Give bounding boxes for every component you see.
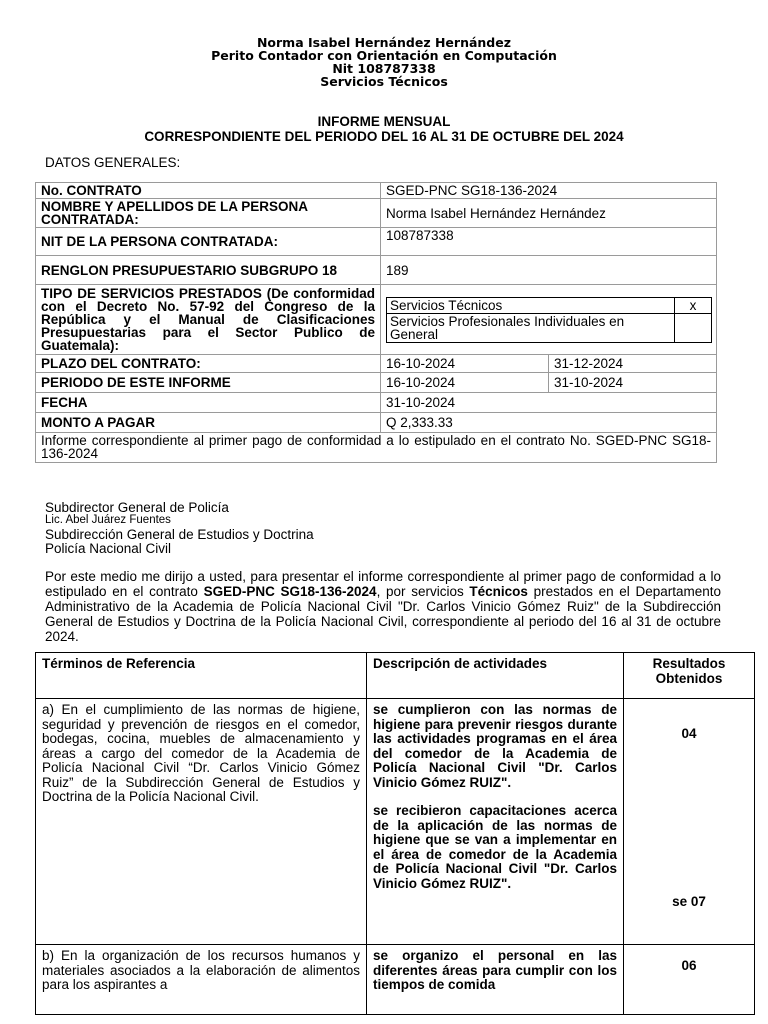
terms-row-b xyxy=(36,945,755,1015)
row-contrato xyxy=(36,183,717,199)
service-option-profesionales xyxy=(387,313,712,342)
addressee-title: Subdirector General de Policía xyxy=(45,500,229,515)
terms-row-a-result-1: 04 xyxy=(681,726,697,741)
terms-row-b-reference: b) En la organización de los recursos humanos y materiales asociados a la elaboración de alimentos para los aspirantes a xyxy=(36,945,367,1015)
row-renglon xyxy=(36,256,717,285)
report-title-line1: INFORME MENSUAL xyxy=(317,114,451,129)
terms-row-a xyxy=(36,699,755,945)
periodo-to: 31-10-2024 xyxy=(549,373,717,393)
terms-row-a-activity-1: se cumplieron con las normas de higiene para prevenir riesgos durante las actividades programas en el área del comedor de la Academia de Policía Nacional Civil "Dr. Carlos Vinicio Gómez RUIZ". xyxy=(373,702,617,790)
author-nit: Nit 108787338 xyxy=(332,61,436,76)
plazo-from: 16-10-2024 xyxy=(381,355,549,373)
periodo-from: 16-10-2024 xyxy=(381,373,549,393)
renglon-value: 189 xyxy=(381,256,717,285)
service-option-profesionales-mark xyxy=(675,313,712,342)
terms-header-results: Resultados Obtenidos xyxy=(624,653,755,699)
addressee-institution: Policía Nacional Civil xyxy=(45,541,172,556)
periodo-label: PERIODO DE ESTE INFORME xyxy=(36,373,381,393)
general-data-table xyxy=(35,182,717,463)
row-fecha xyxy=(36,393,717,413)
letterhead xyxy=(0,36,768,88)
service-option-tecnicos-mark: x xyxy=(675,297,712,313)
row-note xyxy=(36,433,717,463)
nit-label: NIT DE LA PERSONA CONTRATADA: xyxy=(36,228,381,256)
renglon-label: RENGLON PRESUPUESTARIO SUBGRUPO 18 xyxy=(36,256,381,285)
contrato-value: SGED-PNC SG18-136-2024 xyxy=(381,183,717,199)
service-option-tecnicos xyxy=(387,297,712,313)
tipo-label: TIPO DE SERVICIOS PRESTADOS (De conformidad con el Decreto No. 57-92 del Congreso de la República y el Manual de Clasificaciones Presupuestarias para el Sector Publico de Guatemala): xyxy=(36,285,381,355)
terms-row-b-activities: se organizo el personal en las diferentes áreas para cumplir con los tiempos de comida xyxy=(367,945,624,1015)
body-text-1: Por este medio me dirijo a usted, para presentar el informe correspondiente al primer pago de conformidad a lo estipulado en el contrato xyxy=(45,569,721,599)
terms-table xyxy=(35,652,755,1015)
nit-value: 108787338 xyxy=(381,228,717,256)
row-tipo xyxy=(36,285,717,355)
nombre-label: NOMBRE Y APELLIDOS DE LA PERSONA CONTRATADA: xyxy=(36,199,381,228)
author-role: Perito Contador con Orientación en Computación xyxy=(211,48,557,63)
terms-row-a-activity-2: se recibieron capacitaciones acerca de la aplicación de las normas de higiene que se van a implementar en el área de comedor de la Academia de Policía Nacional Civil "Dr. Carlos Vinicio Gómez RUIZ". xyxy=(373,803,617,891)
terms-row-a-results xyxy=(624,699,755,945)
terms-row-a-activities xyxy=(367,699,624,945)
row-monto xyxy=(36,413,717,433)
terms-row-a-reference: a) En el cumplimiento de las normas de higiene, seguridad y prevención de riesgos en el comedor, bodegas, cocina, muebles de almacenamiento y áreas a cargo del comedor de la Academia de Policía Nacional Civil “Dr. Carlos Vinicio Gómez Ruiz” de la Subdirección General de Estudios y Doctrina de la Policía Nacional Civil. xyxy=(36,699,367,945)
tipo-options xyxy=(381,285,717,355)
nombre-value: Norma Isabel Hernández Hernández xyxy=(381,199,717,228)
terms-header-reference: Términos de Referencia xyxy=(36,653,367,699)
author-service: Servicios Técnicos xyxy=(320,74,448,89)
monto-value: Q 2,333.33 xyxy=(381,413,717,433)
row-nombre xyxy=(36,199,717,228)
row-nit xyxy=(36,228,717,256)
author-name: Norma Isabel Hernández Hernández xyxy=(256,35,512,50)
body-paragraph xyxy=(45,569,721,644)
datos-generales-label: DATOS GENERALES: xyxy=(45,155,181,170)
plazo-label: PLAZO DEL CONTRATO: xyxy=(36,355,381,373)
body-tecnicos: Técnicos xyxy=(469,584,528,599)
addressee-department: Subdirección General de Estudios y Doctrina xyxy=(45,527,314,542)
fecha-value: 31-10-2024 xyxy=(381,393,717,413)
report-note: Informe correspondiente al primer pago de conformidad a lo estipulado en el contrato No. SGED-PNC SG18-136-2024 xyxy=(36,433,717,463)
service-option-tecnicos-label: Servicios Técnicos xyxy=(387,297,675,313)
row-periodo xyxy=(36,373,717,393)
plazo-to: 31-12-2024 xyxy=(549,355,717,373)
addressee-name: Lic. Abel Juárez Fuentes xyxy=(45,514,171,526)
fecha-label: FECHA xyxy=(36,393,381,413)
body-text-2: , por servicios xyxy=(376,584,470,599)
service-option-profesionales-label: Servicios Profesionales Individuales en General xyxy=(387,313,675,342)
body-text-3: prestados en el Departamento Administrativo de la Academia de Policía Nacional Civil "Dr. Carlos Vinicio Gómez Ruiz" de la Subdirección General de Estudios y Doctrina de la Policía Nacional Civil, correspondiente al periodo del 16 al 31 de octubre 2024. xyxy=(45,584,721,644)
report-title xyxy=(0,114,768,144)
row-plazo xyxy=(36,355,717,373)
monto-label: MONTO A PAGAR xyxy=(36,413,381,433)
terms-header-activities: Descripción de actividades xyxy=(367,653,624,699)
report-title-line2: CORRESPONDIENTE DEL PERIODO DEL 16 AL 31 DE OCTUBRE DEL 2024 xyxy=(144,129,624,144)
body-contract: SGED-PNC SG18-136-2024 xyxy=(203,584,377,599)
terms-row-b-result: 06 xyxy=(624,945,755,1015)
contrato-label: No. CONTRATO xyxy=(36,183,381,199)
terms-row-a-result-2: se 07 xyxy=(672,894,706,909)
terms-header-row xyxy=(36,653,755,699)
service-type-table xyxy=(386,297,712,343)
